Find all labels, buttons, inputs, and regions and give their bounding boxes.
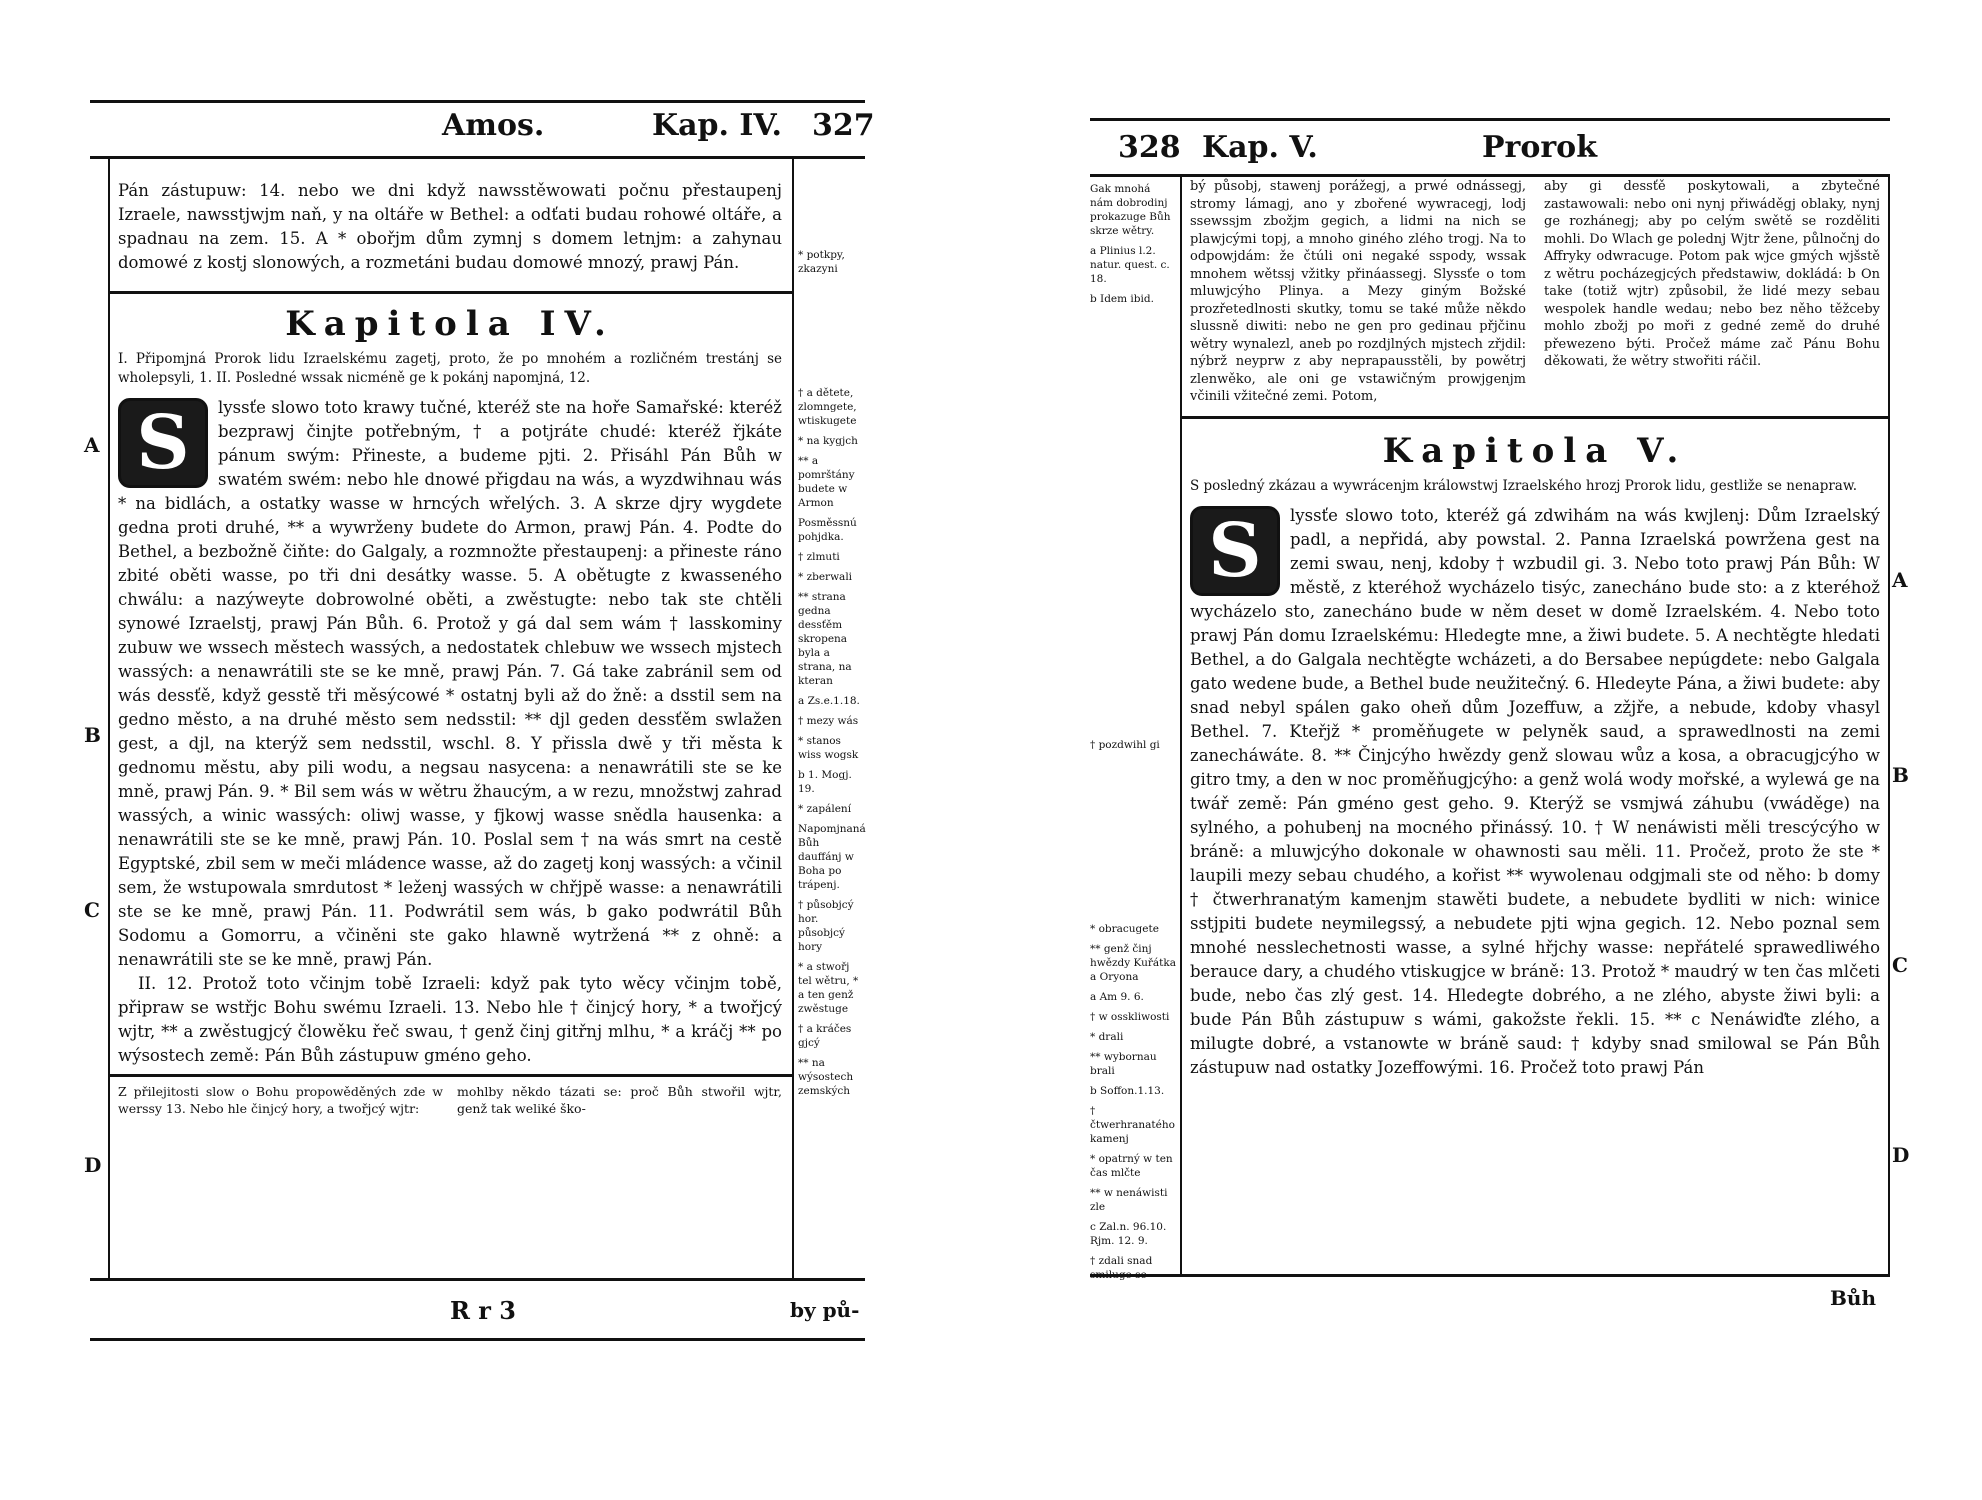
header-rule [90,100,865,103]
running-head-book: Amos. [442,108,545,143]
footnote: mohlby někdo tázati se: proč Bůh stwořil wjtr, genž tak weliké ško- [457,1084,782,1116]
footnote-rule [108,1074,794,1077]
margin-note: † zdali snad smiluge se [1090,1255,1153,1281]
margin-note: † čtwerhranatého kamenj [1090,1105,1175,1145]
bottom-rule [1090,1274,1890,1277]
section-letter: A [1892,568,1908,592]
margin-note: Gak mnohá nám dobrodinj prokazuge Bůh skrze wětry. [1090,183,1171,237]
commentary-left: bý působj, stawenj porážegj, a prwé odnássegj, stromy lámagj, ano y zbořené wywracegj, lodj ssewssjm zbožjm gegich, a lidmi na nich se plawjcými topj, a mnoho giného zlého trogj. Na to odpowjdám: že čtúli oni negaké sspody, wssak mnohem wětssj vžitky přináassegj. Slyssťe o tom mluwjcýho Plinya. a Mezy giným Božské prozřetedlnosti skutky, tomu se také může někdo slussně diwiti: nebo ne gen pro gedinau přjčinu wětry wynalezl, aneb po rozdjlných mjstech zřjdil: nýbrž neyprw z aby neprapausstěli, by powětrj zlenwěko, ale oni ge vstawičným prowjgenjm včinili vžitečné zemi. Potom, [1190,179,1526,404]
section-rule [1180,416,1888,419]
margin-note: † zlmuti [798,551,840,563]
section-letter: B [84,723,101,747]
left-text-column [118,162,782,1117]
section-rule [108,291,794,294]
section-letter: A [84,433,100,457]
margin-note: ** w nenáwisti zle [1090,1187,1168,1213]
margin-note: b Soffon.1.13. [1090,1085,1165,1097]
page-bottom-rule [90,1338,865,1341]
margin-note: * stanos wiss wogsk [798,735,859,761]
page-number: 328 [1118,130,1181,165]
margin-note: a Zs.e.1.18. [798,695,860,707]
right-page [1090,98,1910,1363]
margin-note: † pozdwihl gi [1090,739,1160,751]
footnotes [118,1083,782,1117]
verse-paragraph: II. 12. Protož toto včinjm tobě Izraeli: když pak tyto wěcy včinjm tobě, připraw se wstřjc Bohu swému Izraeli. 13. Nebo hle † činjcý hory, * a twořjcý wjtr, ** a zwěstugjcý člowěku řeč swau, † genž činj gitřnj mlhu, * a kráčj ** po wýsostech země: Pán Bůh zástupuw gméno geho. [118,974,782,1065]
top-margin-notes [1090,182,1176,312]
margin-note: Napomjnaná Bůh dauffánj w Boha po trápenj. [798,823,866,891]
margin-note: * opatrný w ten čas mlčte [1090,1153,1173,1179]
margin-note: * a stwořj tel wětru, * a ten genž zwěstuge [798,961,859,1015]
chapter-summary: S posledný zkázau a wywrácenjm králowstwj Izraelského hrozj Prorok lidu, gestliže se nenapraw. [1190,477,1858,494]
margin-note: a Plinius l.2. natur. quest. c. 18. [1090,245,1170,285]
header-bottom-rule [1090,174,1890,177]
section-letter: D [1892,1143,1910,1167]
margin-note: * zberwali [798,571,853,583]
section-letter: B [1892,763,1909,787]
running-head-book: Prorok [1482,130,1597,165]
right-header [1090,130,1890,172]
header-rule [1090,118,1890,121]
drop-cap: S [1190,506,1280,596]
margin-note: * potkpy, zkazyni [798,249,845,275]
margin-note: * obracugete [1090,923,1159,935]
margin-note: b 1. Mogj. 19. [798,769,852,795]
section-letter: D [84,1153,102,1177]
drop-cap: S [118,398,208,488]
margin-note: † a dětete, zlomngete, wtiskugete [798,387,857,427]
margin-note: b Idem ibid. [1090,293,1154,305]
verse-paragraph: lyssťe slowo toto, kteréž gá zdwihám na wás kwjlenj: Dům Izraelský padl, a nepřidá, aby powstal. 2. Panna Izraelská powržena gest na zemi swau, nenj, kdoby † wzbudil gi. 3. Nebo toto prawj Pán Bůh: W městě, z kteréhož wycházelo tisýc, zanecháno bude sto: a z kteréhož wycházelo sto, zanecháno bude w něm deset w domě Izraelském. 4. Nebo toto prawj Pán domu Izraelskému: Hledegte mne, a žiwi budete. 5. A nechtěgte hledati Bethel, a do Galgala nechtěgte wcházeti, a do Bersabee nepúgdete: nebo Galgala gato wedene bude, a Bethel bude neužitečný. 6. Hledeyte Pána, a žiwi budete: aby snad nebyl spálen gako oheň dům Jozeffuw, a zžjře, a nebude, kdoby vhasyl Bethel. 7. Kteřjž * proměňugete w pelyněk saud, a sprawedlnosti na zemi zanecháwáte. 8. ** Činjcýho hwězdy genž slowau wůz a kosa, a obracugjcýho w gitro tmy, a den w noc proměňugjcýho: a genž wolá wody mořské, a wylewá ge na twář země: Pán gméno gest geho. 9. Kterýž se vsmjwá záhubu (vwáděge) na sylného, a pohubenj na mocného přinássý. 10. † W nenáwisti měli trescýcýho w bráně: a mluwjcýho dokonale w ohawnosti sau měli. 11. Pročež, proto že ste * laupili mezy sebau chudého, a kořist ** wywolenau odgjmali ste od něho: b domy † čtwerhranatým kamenjm stawěti budete, a nebudete bydliti w nich: winice sstjpiti budete neymilegssý, a nebudete pjti wjna gegich. 12. Nebo poznal sem mnohé nesslechetnosti wasse, a sylné hřjchy wasse: nepřátelé sprawedliwého berauce dary, a chudého vtiskugjce w bráně: 13. Protož * maudrý w ten čas mlčeti bude, nebo čas zlý gest. 14. Hledegte dobrého, a ne zlého, abyste žiwi byli: a bude Pán Bůh zástupuw s wámi, gakožste řekli. 15. ** c Nenáwiďte zlého, a milugte dobré, a vstanowte w bráně saud: † kdyby snad smilowal se Pán Bůh zástupuw nad ostatky Jozeffowými. 16. Pročež toto prawj Pán [1190,505,1880,1077]
margin-note: ** wybornau brali [1090,1051,1157,1077]
header-bottom-rule [90,156,865,159]
margin-note: * na kygjch [798,435,858,447]
right-margin-notes [1090,738,1176,1288]
signature-mark: R r 3 [450,1296,516,1325]
commentary-right: aby gi dessťě poskytowali, a zbytečné zastawowali: nebo oni nynj přiwáděgj oblaky, nynj ge rozhánegj; aby po celým swětě se rozděliti mohli. Do Wlach ge polednj Wjtr žene, půlnočnj do Affryky odwracuge. Potom pak wjce gmých wjšstě z wětru pocházegjcých předstawiw, dokládá: b On take (totiž wjtr) způsobil, že lidé mezy sebau wespolek handle wedau; nebo bez něho těžceby mohlo zbožj po moři z gedné země do druhé přewezeno býti. Pročež máme zač Pánu Bohu děkowati, že wětry stwořiti ráčil. [1544,179,1880,369]
running-head-chapter: Kap. V. [1202,130,1318,165]
bottom-rule [90,1278,865,1281]
text-frame-right-rule [1888,174,1890,1274]
chapter-body [1190,504,1880,1080]
left-header [90,108,875,150]
running-head-chapter: Kap. IV. [652,108,782,143]
verse-paragraph: lyssťe slowo toto krawy tučné, kteréž ste na hoře Samařské: kteréž bezprawj činjte potřebným, † a potjráte chudé: kteréž řjkáte pánum swým: Přineste, a budeme pjti. 2. Přisáhl Pán Bůh w swatém swém: nebo hle dnowé přigdau na wás, a wyzdwihnau wás * na bidlách, a ostatky wasse w hrncých wřelých. 3. A skrze djry wygdete gedna proti druhé, ** a wywrženy budete do Armon, prawj Pán. 4. Podte do Bethel, a bezbožně čiňte: do Galgaly, a rozmnožte přestaupenj: a přineste ráno zbité oběti wasse, po tři dni desátky wasse. 5. A obětugte z kwassenéhо chwálu: a nazýweyte dobrowolné oběti, a zwěstugte: nebo tak ste chtěli synowé Izraelstj, prawj Pán Bůh. 6. Protož y gá dal sem wám † lasskominy zubuw we wssech městech wassých, a nedostatek chlebuw we wssech mjstech wassých: a nenawrátili ste se ke mně, prawj Pán. 7. Gá take zabránil sem od wás dessťě, když gesstě tři měsýcowé * ostatnj byli až do žně: a dsstil sem na gedno město, a na druhé město sem nedsstil: ** djl geden dessťěm swlažen gest, a djl, na kterýž sem nedsstil, wschl. 8. Y přissla dwě y tři města k gednomu městu, aby pili wodu, a negsau nasycena: a nenawrátili ste se ke mně, prawj Pán. 9. * Bil sem wás w wětru žhaucým, a w rezu, množstwj zahrad wassých, a winic wassých: oliwj wasse, y fjkowj wasse snědla hausenka: a nenawrátili ste se ke mně, prawj Pán. 10. Poslal sem † na wás smrt na cestě Egyptské, zbil sem w meči mládence wasse, až do zagetj konj wassých: a včinil sem, že wstupowala smrdutost * leženj wassých w chřjpě wasse: a nenawrátili ste se ke mně, prawj Pán. 11. Podwrátil sem wás, b gako podwrátil Bůh Sodomu a Gomorru, a včiněni ste gako hlawně wytržená ** z ohně: a nenawrátili ste se ke mně, prawj Pán. [118,398,782,969]
margin-note: † působjcý hor. působjcý hory [798,899,854,953]
margin-note: * zapálení [798,803,852,815]
left-page [84,98,875,1363]
margin-note: ** na wýsostech zemských [798,1057,854,1097]
margin-note: † w osskliwosti [1090,1011,1170,1023]
page-number: 327 [812,108,875,143]
catchword: by pů- [790,1298,860,1322]
top-paragraph: Pán zástupuw: 14. nebo we dni když nawsstěwowati počnu přestaupenj Izraele, nawsstjwjm naň, y na oltáře w Bethel: a odťati budau rohowé oltáře, a spadnau na zem. 15. A * obořjm dům zymnj s domem letnjm: a zahynau domowé z kostj slonowých, a rozmetáni budau domowé mnozý, prawj Pán. [118,180,782,272]
margin-note: c Zal.n. 96.10. Rjm. 12. 9. [1090,1221,1167,1247]
margin-note: Posměssnú pohjdka. [798,517,857,543]
margin-divider-rule [792,156,794,1278]
catchword: Bůh [1830,1286,1876,1310]
margin-note: a Am 9. 6. [1090,991,1144,1003]
margin-note: † a kráčes gjcý [798,1023,852,1049]
footnote: Z přilejitosti slow o Bohu propowěděných zde w werssy 13. Nebo hle činjcý hory, a twořjcý wjtr: [118,1084,443,1116]
section-letter: C [1892,953,1908,977]
right-text-column [1190,178,1880,1080]
margin-note: ** genž činj hwězdy Kuřátka a Oryona [1090,943,1176,983]
margin-note: * drali [1090,1031,1124,1043]
section-letter: C [84,898,100,922]
text-frame-left-rule [108,156,110,1278]
margin-divider-rule [1180,174,1182,1274]
chapter-summary: I. Připomjná Prorok lidu Izraelskému zagetj, proto, že po mnohém a rozličném trestánj se wholepsyli, 1. II. Posledné wssak nicméně ge k pokánj napomjná, 12. [118,351,782,386]
commentary-block [1190,178,1880,406]
chapter-title: Kapitola V. [1382,430,1688,471]
margin-note: ** strana gedna dessťěm skropena byla a strana, na kteran [798,591,852,687]
chapter-title: Kapitola IV. [285,304,615,344]
left-margin-notes [798,248,864,1104]
margin-note: ** a pomrštány budete w Armon [798,455,855,509]
chapter-body [118,396,782,1068]
margin-note: † mezy wás [798,715,859,727]
